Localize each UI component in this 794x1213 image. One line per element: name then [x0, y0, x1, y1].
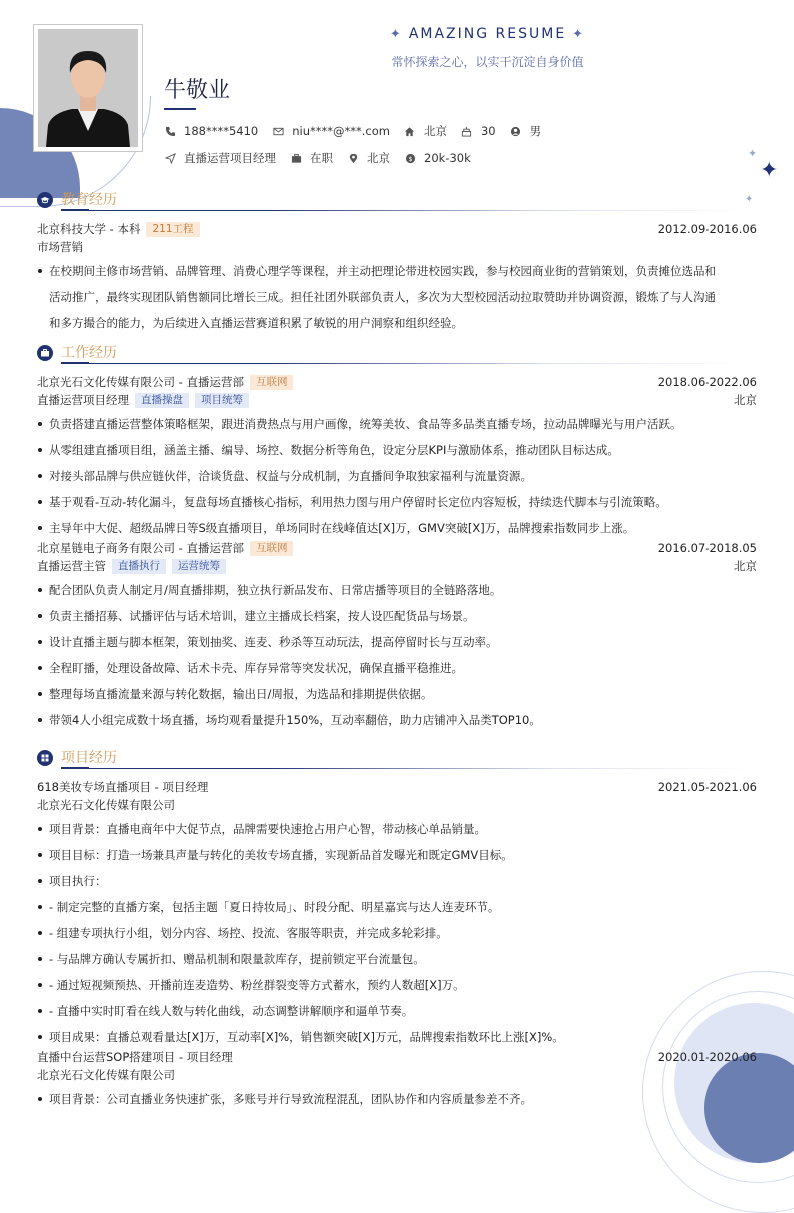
work-date: 2016.07-2018.05 — [657, 541, 757, 555]
work-bullets — [37, 411, 757, 541]
cake-icon — [461, 125, 473, 137]
list-item: 基于观看-互动-转化漏斗，复盘每场直播核心指标，利用热力图与用户停留时长定位内容短板，持续迭代脚本与引流策略。 — [37, 489, 757, 515]
list-item: 项目背景：公司直播业务快速扩张，多账号并行导致流程混乱，团队协作和内容质量参差不齐。 — [37, 1086, 757, 1112]
project-date: 2020.01-2020.06 — [657, 1050, 757, 1064]
list-item: 带领4人小组完成数十场直播，场均观看量提升150%，互动率翻倍，助力店铺冲入品类TOP10。 — [37, 707, 757, 733]
list-item: 整理每场直播流量来源与转化数据，输出日/周报，为选品和排期提供依据。 — [37, 681, 757, 707]
home-icon — [404, 125, 416, 137]
company-name: 北京星链电子商务有限公司 - 直播运营部 — [37, 541, 244, 555]
section-divider-accent — [61, 362, 89, 364]
sparkle-small-icon: ✦ — [745, 194, 754, 205]
work-bullets — [37, 577, 757, 733]
list-item: 全程盯播，处理设备故障、话术卡壳、库存异常等突发状况，确保直播平稳推进。 — [37, 655, 757, 681]
list-item: 配合团队负责人制定月/周直播排期，独立执行新品发布、日常店播等项目的全链路落地。 — [37, 577, 757, 603]
briefcase-icon — [290, 152, 302, 164]
sparkle-small-icon: ✦ — [748, 147, 758, 160]
status-text: 在职 — [310, 151, 333, 165]
section-title: 工作经历 — [61, 345, 117, 361]
job-intent-row — [164, 150, 485, 166]
skill-tag: 项目统筹 — [195, 393, 249, 408]
age-text: 30 — [480, 124, 496, 138]
section-divider — [61, 768, 751, 769]
project-name: 618美妆专场直播项目 - 项目经理 — [37, 780, 209, 794]
major: 市场营销 — [37, 240, 83, 254]
list-item: 负责搭建直播运营整体策略框架，跟进消费热点与用户画像，统筹美妆、食品等多品类直播专场，拉动品牌曝光与用户活跃。 — [37, 411, 757, 437]
phone-icon — [164, 125, 176, 137]
send-icon — [164, 152, 176, 164]
job-title: 直播运营项目经理 — [37, 393, 129, 407]
work-date: 2018.06-2022.06 — [657, 375, 757, 389]
project-company: 北京光石文化传媒有限公司 — [37, 1068, 175, 1082]
city-info — [404, 123, 447, 139]
user-icon — [510, 125, 522, 137]
gender-text: 男 — [529, 124, 542, 138]
list-item: - 组建专项执行小组，划分内容、场控、投流、客服等职责，并完成多轮彩排。 — [37, 920, 757, 946]
candidate-name: 牛敬业 — [164, 78, 231, 103]
list-item: 对接头部品牌与供应链伙伴，洽谈货盘、权益与分成机制，为直播间争取独家福利与流量资源。 — [37, 463, 757, 489]
list-item: - 直播中实时盯看在线人数与转化曲线，动态调整讲解顺序和逼单节奏。 — [37, 998, 757, 1024]
graduation-cap-icon — [37, 192, 53, 208]
resume-title-text: AMAZING RESUME — [408, 26, 567, 42]
list-item: - 与品牌方确认专属折扣、赠品机制和限量款库存，提前锁定平台流量包。 — [37, 946, 757, 972]
avatar — [38, 29, 138, 147]
company-name: 北京光石文化传媒有限公司 - 直播运营部 — [37, 375, 244, 389]
project-entry — [37, 778, 757, 1050]
sparkle-icon: ✦ — [572, 27, 586, 42]
skill-tag: 运营统筹 — [172, 559, 226, 574]
list-item — [37, 258, 757, 336]
section-divider-accent — [61, 209, 89, 211]
description-line: 在校期间主修市场营销、品牌管理、消费心理学等课程，并主动把理论带进校园实践，参与校园商业街的营销策划，负责摊位选品和 — [49, 264, 716, 278]
skill-tag: 直播操盘 — [135, 393, 189, 408]
grid-icon — [37, 750, 53, 766]
name-underline — [164, 108, 196, 110]
email-info — [272, 124, 390, 138]
sparkle-icon: ✦ — [389, 27, 403, 42]
city-text: 北京 — [423, 124, 447, 138]
list-item: 项目执行： — [37, 868, 757, 894]
project-entry — [37, 1048, 757, 1112]
projects-section-header — [37, 747, 757, 771]
list-item: 设计直播主题与脚本框架，策划抽奖、连麦、秒杀等互动玩法，提高停留时长与互动率。 — [37, 629, 757, 655]
project-company: 北京光石文化传媒有限公司 — [37, 798, 175, 812]
briefcase-icon — [37, 345, 53, 361]
project-name: 直播中台运营SOP搭建项目 - 项目经理 — [37, 1050, 233, 1064]
education-section-header — [37, 189, 757, 213]
target-position-info — [164, 150, 276, 166]
svg-text:$: $ — [407, 154, 413, 163]
phone-text: 188****5410 — [184, 124, 259, 138]
work-city: 北京 — [734, 393, 757, 407]
section-divider-accent — [61, 767, 89, 769]
email-icon — [272, 125, 284, 137]
school-tag: 211工程 — [146, 222, 199, 237]
project-date: 2021.05-2021.06 — [657, 780, 757, 794]
list-item: 项目成果：直播总观看量达[X]万，互动率[X]%，销售额突破[X]万元，品牌搜索指数环比上涨[X]%。 — [37, 1024, 757, 1050]
industry-tag: 互联网 — [250, 375, 294, 390]
project-bullets — [37, 1086, 757, 1112]
industry-tag: 互联网 — [250, 541, 294, 556]
education-date: 2012.09-2016.06 — [657, 222, 757, 236]
profile-photo — [33, 24, 143, 152]
list-item: - 通过短视频预热、开播前连麦造势、粉丝群裂变等方式蓄水，预约人数超[X]万。 — [37, 972, 757, 998]
target-position-text: 直播运营项目经理 — [184, 151, 276, 165]
list-item: - 制定完整的直播方案，包括主题「夏日持妆局」、时段分配、明星嘉宾与达人连麦环节。 — [37, 894, 757, 920]
list-item: 负责主播招募、试播评估与话术培训，建立主播成长档案，按人设匹配货品与场景。 — [37, 603, 757, 629]
status-info — [290, 150, 333, 166]
resume-subtitle: 常怀探索之心，以实干沉淀自身价值 — [391, 55, 584, 69]
section-title: 项目经历 — [61, 750, 117, 766]
section-divider — [61, 363, 751, 364]
work-entry — [37, 539, 757, 733]
salary-info — [404, 151, 471, 165]
work-entry — [37, 373, 757, 541]
sparkle-icon: ✦ — [760, 158, 779, 183]
phone-info — [164, 124, 258, 138]
salary-text: 20k-30k — [424, 151, 471, 165]
list-item: 项目目标：打造一场兼具声量与转化的美妆专场直播，实现新品首发曝光和既定GMV目标。 — [37, 842, 757, 868]
section-title: 教育经历 — [61, 192, 117, 208]
job-title: 直播运营主管 — [37, 559, 106, 573]
list-item: 项目背景：直播电商年中大促节点，品牌需要快速抢占用户心智，带动核心单品销量。 — [37, 816, 757, 842]
description-line: 活动推广，最终实现团队销售额同比增长三成。担任社团外联部负责人，多次为大型校园活动拉取赞助并协调资源，锻炼了与人沟通 — [49, 290, 716, 304]
description-line: 和多方撮合的能力，为后续进入直播运营赛道积累了敏锐的用户洞察和组织经验。 — [49, 316, 463, 330]
gender-info — [510, 123, 542, 139]
work-city: 北京 — [734, 559, 757, 573]
contact-info-row — [164, 123, 555, 139]
target-city-info — [347, 150, 390, 166]
target-city-text: 北京 — [367, 151, 390, 165]
list-item: 从零组建直播项目组，涵盖主播、编导、场控、数据分析等角色，设定分层KPI与激励体系，推动团队目标达成。 — [37, 437, 757, 463]
project-bullets — [37, 816, 757, 1050]
location-icon — [347, 152, 359, 164]
school-name: 北京科技大学 - 本科 — [37, 222, 141, 236]
email-text: niu****@***.com — [292, 124, 390, 138]
work-section-header — [37, 342, 757, 366]
skill-tag: 直播执行 — [112, 559, 166, 574]
education-entry — [37, 220, 757, 336]
section-divider — [61, 210, 751, 211]
education-description — [37, 258, 757, 336]
list-item: 主导年中大促、超级品牌日等S级直播项目，单场同时在线峰值达[X]万，GMV突破[X]万，品牌搜索指数同步上涨。 — [37, 515, 757, 541]
resume-title — [330, 26, 645, 42]
money-icon — [404, 152, 416, 164]
age-info — [461, 124, 496, 138]
